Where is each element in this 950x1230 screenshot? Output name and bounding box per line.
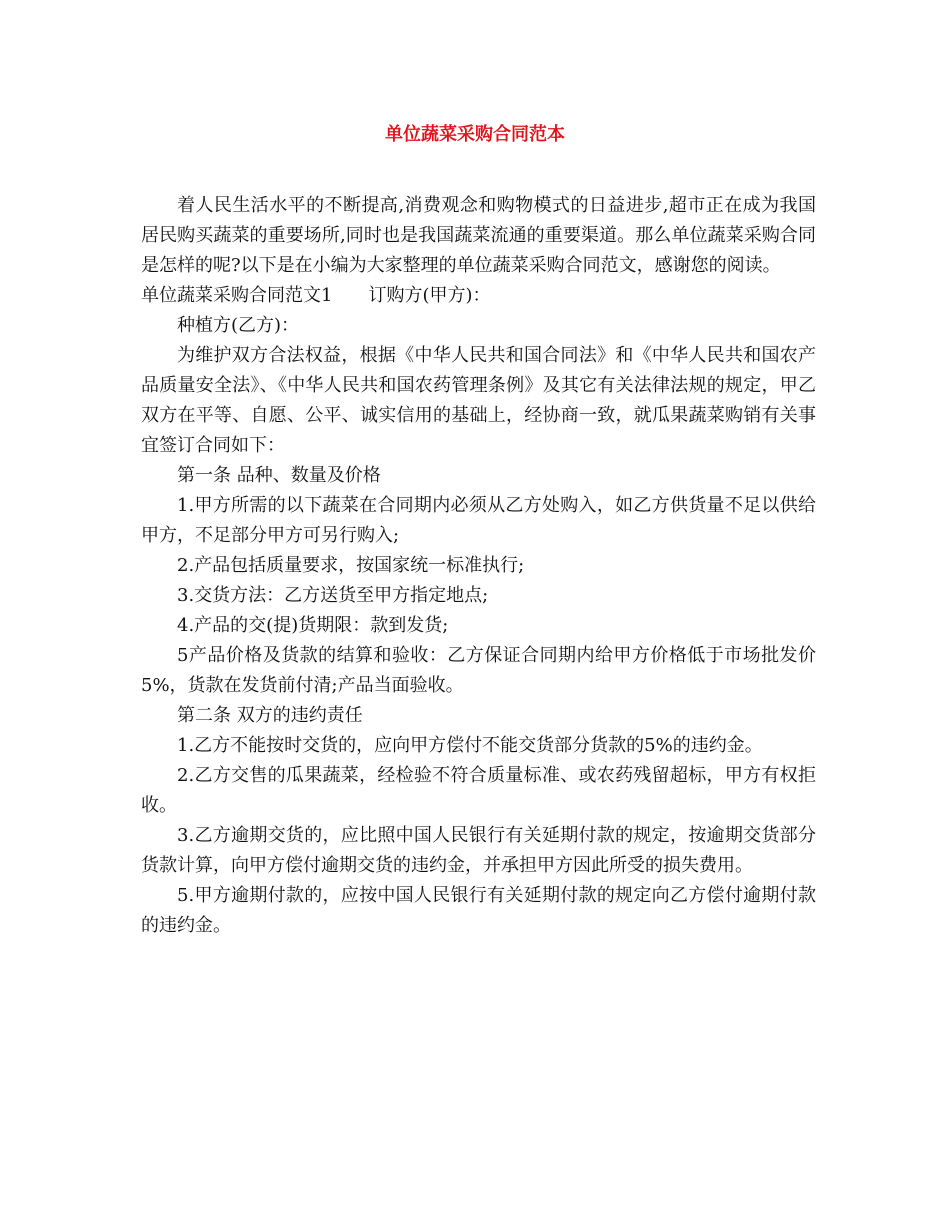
paragraph-party-b: 种植方(乙方)： xyxy=(177,315,300,336)
paragraph-preamble: 为维护双方合法权益，根据《中华人民共和国合同法》和《中华人民共和国农产品质量安全法》、《中华人民共和国农药管理条例》及其它有关法律法规的规定，甲乙双方在平等、自愿、公平、诚实信用的基础上，经协商一致，就瓜果蔬菜购销有关事宜签订合同如下： xyxy=(141,345,816,456)
article-1-item-4: 4.产品的交(提)货期限：款到发货; xyxy=(177,615,449,636)
document-body xyxy=(141,191,816,941)
article-2-item-2: 2.乙方交售的瓜果蔬菜，经检验不符合质量标准、或农药残留超标，甲方有权拒收。 xyxy=(141,765,816,816)
article-1-heading: 第一条 品种、数量及价格 xyxy=(177,465,381,486)
paragraph-contract-heading: 单位蔬菜采购合同范文1 订购方(甲方)： xyxy=(141,285,491,306)
paragraph-intro: 着人民生活水平的不断提高,消费观念和购物模式的日益进步,超市正在成为我国居民购买蔬菜的重要场所,同时也是我国蔬菜流通的重要渠道。那么单位蔬菜采购合同是怎样的呢?以下是在小编为大家整理的单位蔬菜采购合同范文，感谢您的阅读。 xyxy=(141,195,816,276)
article-1-item-3: 3.交货方法：乙方送货至甲方指定地点; xyxy=(177,585,489,606)
article-2-item-3: 3.乙方逾期交货的，应比照中国人民银行有关延期付款的规定，按逾期交货部分货款计算，向甲方偿付逾期交货的违约金，并承担甲方因此所受的损失费用。 xyxy=(141,825,816,876)
article-2-item-5: 5.甲方逾期付款的，应按中国人民银行有关延期付款的规定向乙方偿付逾期付款的违约金。 xyxy=(141,885,816,936)
article-2-item-1: 1.乙方不能按时交货的，应向甲方偿付不能交货部分货款的5%的违约金。 xyxy=(177,735,763,756)
article-2-heading: 第二条 双方的违约责任 xyxy=(177,705,363,726)
article-1-item-2: 2.产品包括质量要求，按国家统一标准执行; xyxy=(177,555,525,576)
article-1-item-1: 1.甲方所需的以下蔬菜在合同期内必须从乙方处购入，如乙方供货量不足以供给甲方，不足部分甲方可另行购入; xyxy=(141,495,816,546)
document-title: 单位蔬菜采购合同范本 xyxy=(385,124,565,145)
article-1-item-5: 5产品价格及货款的结算和验收：乙方保证合同期内给甲方价格低于市场批发价5%，货款在发货前付清;产品当面验收。 xyxy=(141,645,816,696)
